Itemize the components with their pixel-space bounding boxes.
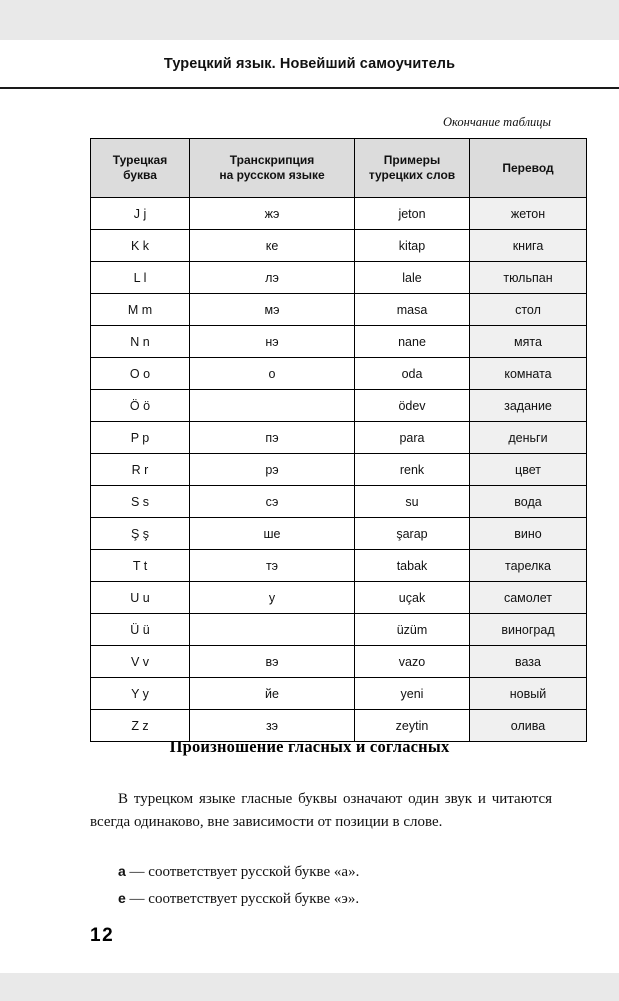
page-top-band xyxy=(0,0,619,40)
table-cell: книга xyxy=(470,230,587,262)
page-title: Турецкий язык. Новейший самоучитель xyxy=(163,56,456,72)
table-cell: üzüm xyxy=(355,614,470,646)
table-cell: пэ xyxy=(190,422,355,454)
letter-a: a xyxy=(118,863,126,879)
table-row xyxy=(91,646,587,678)
table-row xyxy=(91,678,587,710)
page-number: 12 xyxy=(90,925,115,946)
table-cell: вэ xyxy=(190,646,355,678)
page-header xyxy=(0,40,619,90)
table-header-cell-translation: Перевод xyxy=(470,139,587,198)
table-cell: тарелка xyxy=(470,550,587,582)
table-row xyxy=(91,262,587,294)
pronunciation-item-a xyxy=(90,861,552,884)
table-body xyxy=(91,198,587,742)
table-cell: O o xyxy=(91,358,190,390)
table-cell: V v xyxy=(91,646,190,678)
page-bottom-band xyxy=(0,973,619,1001)
table-cell: стол xyxy=(470,294,587,326)
table-row xyxy=(91,518,587,550)
table-row xyxy=(91,198,587,230)
table-cell: задание xyxy=(470,390,587,422)
table-cell: S s xyxy=(91,486,190,518)
table-row xyxy=(91,454,587,486)
table-row xyxy=(91,390,587,422)
table-header-row xyxy=(91,139,587,198)
table-cell: şarap xyxy=(355,518,470,550)
letter-e: e xyxy=(118,890,126,906)
table-caption: Окончание таблицы xyxy=(442,115,551,129)
table-row xyxy=(91,614,587,646)
table-header-cell-examples: Примеры турецких слов xyxy=(355,139,470,198)
table-cell: R r xyxy=(91,454,190,486)
table-cell: виноград xyxy=(470,614,587,646)
table-cell: жэ xyxy=(190,198,355,230)
table-cell: Ş ş xyxy=(91,518,190,550)
table-cell: masa xyxy=(355,294,470,326)
table-cell: комната xyxy=(470,358,587,390)
table-row xyxy=(91,486,587,518)
table-cell: нэ xyxy=(190,326,355,358)
table-cell: сэ xyxy=(190,486,355,518)
table-cell: nane xyxy=(355,326,470,358)
table-row xyxy=(91,230,587,262)
table-cell: цвет xyxy=(470,454,587,486)
table-cell: K k xyxy=(91,230,190,262)
table-cell: N n xyxy=(91,326,190,358)
table-cell xyxy=(190,390,355,422)
pronunciation-item-e xyxy=(90,888,552,911)
table-cell: L l xyxy=(91,262,190,294)
table-cell: новый xyxy=(470,678,587,710)
table-row xyxy=(91,294,587,326)
table-cell: ваза xyxy=(470,646,587,678)
table-cell: lale xyxy=(355,262,470,294)
table-cell: U u xyxy=(91,582,190,614)
table-cell: о xyxy=(190,358,355,390)
table-cell: T t xyxy=(91,550,190,582)
table-cell: Ü ü xyxy=(91,614,190,646)
table-cell: тэ xyxy=(190,550,355,582)
table-row xyxy=(91,582,587,614)
table-cell: рэ xyxy=(190,454,355,486)
table-cell: зэ xyxy=(190,710,355,742)
table-cell: вино xyxy=(470,518,587,550)
table-cell: zeytin xyxy=(355,710,470,742)
letter-e-description: — соответствует русской букве «э». xyxy=(125,891,360,907)
table-cell: Ö ö xyxy=(91,390,190,422)
table-header-cell-letter: Турецкая буква xyxy=(91,139,190,198)
table-row xyxy=(91,358,587,390)
table-cell: M m xyxy=(91,294,190,326)
table-cell: P p xyxy=(91,422,190,454)
table-row xyxy=(91,550,587,582)
table-cell: деньги xyxy=(470,422,587,454)
letter-a-description: — соответствует русской букве «а». xyxy=(125,864,360,880)
table-cell: yeni xyxy=(355,678,470,710)
table-cell: tabak xyxy=(355,550,470,582)
section-paragraph: В турецком языке гласные буквы означают один звук и читаются всегда одинаково, вне зависимости от позиции в слове. xyxy=(90,791,552,831)
table-cell xyxy=(190,614,355,646)
table-cell: jeton xyxy=(355,198,470,230)
table-cell: ке xyxy=(190,230,355,262)
table-cell: kitap xyxy=(355,230,470,262)
table-cell: ше xyxy=(190,518,355,550)
table-cell: самолет xyxy=(470,582,587,614)
table-cell: вода xyxy=(470,486,587,518)
table-cell: Y y xyxy=(91,678,190,710)
table-cell: мэ xyxy=(190,294,355,326)
table-cell: uçak xyxy=(355,582,470,614)
table-cell: мята xyxy=(470,326,587,358)
table-header-cell-transcription: Транскрипция на русском языке xyxy=(190,139,355,198)
section-heading: Произношение гласных и согласных xyxy=(169,737,450,756)
table-cell: J j xyxy=(91,198,190,230)
table-cell: para xyxy=(355,422,470,454)
table-cell: лэ xyxy=(190,262,355,294)
table-cell: oda xyxy=(355,358,470,390)
table-row xyxy=(91,422,587,454)
header-divider xyxy=(0,87,619,89)
table-cell: vazo xyxy=(355,646,470,678)
table-cell: у xyxy=(190,582,355,614)
table-cell: тюльпан xyxy=(470,262,587,294)
table-cell: Z z xyxy=(91,710,190,742)
table-cell: ödev xyxy=(355,390,470,422)
alphabet-table xyxy=(90,138,587,742)
table-cell: renk xyxy=(355,454,470,486)
table-cell: жетон xyxy=(470,198,587,230)
table-cell: su xyxy=(355,486,470,518)
table-cell: йе xyxy=(190,678,355,710)
table-cell: олива xyxy=(470,710,587,742)
table-row xyxy=(91,326,587,358)
